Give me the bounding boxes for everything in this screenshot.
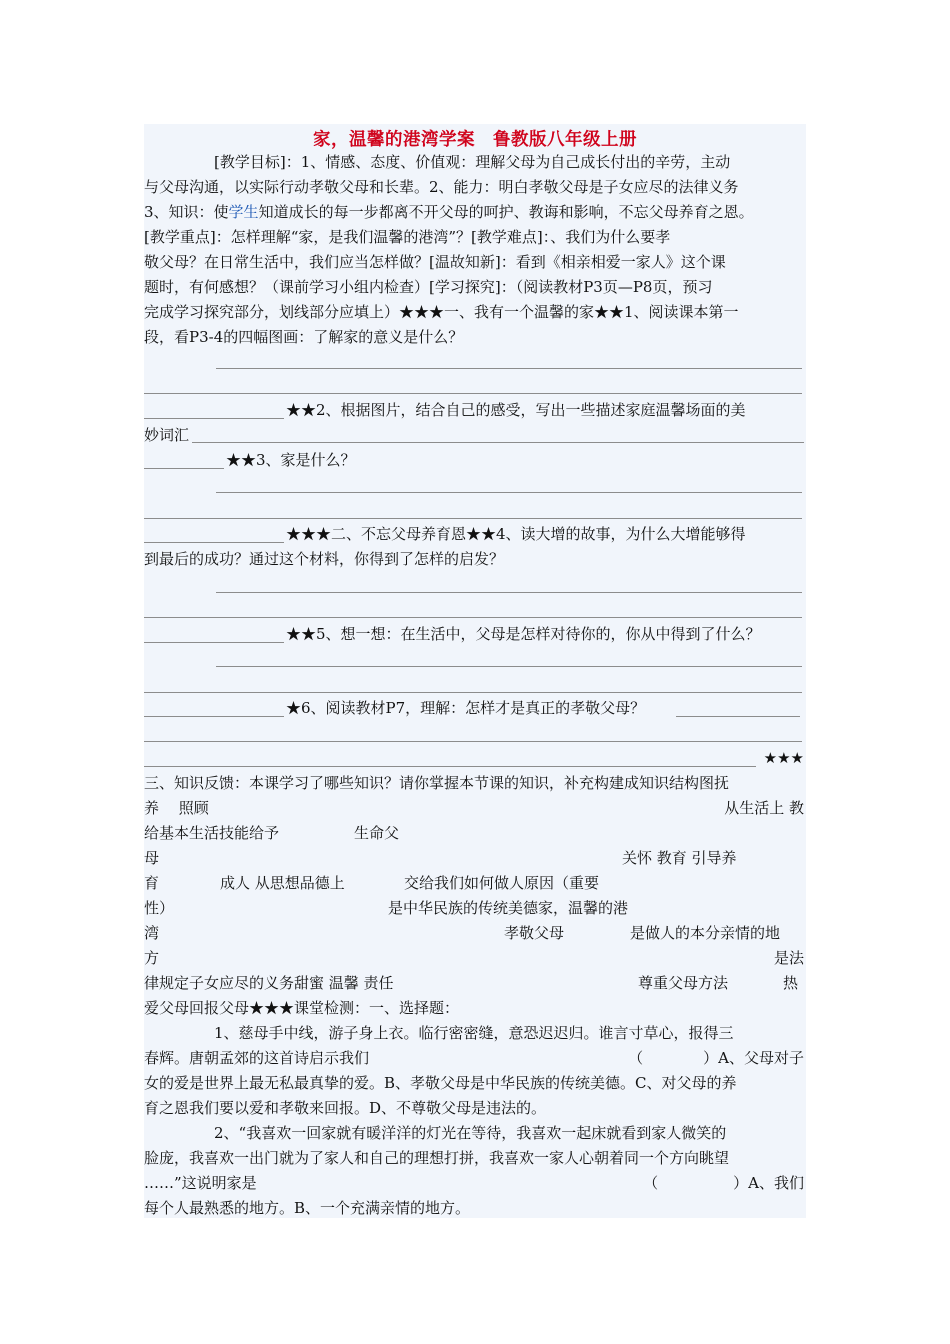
feedback-line-3b: 生命父 <box>354 824 400 842</box>
test-1-line-a: 1、慈母手中线，游子身上衣。临行密密缝，意恐迟迟归。谁言寸草心，报得三 <box>214 1024 734 1042</box>
question-4b: 到最后的成功？通过这个材料，你得到了怎样的启发？ <box>144 550 505 568</box>
answer-line[interactable] <box>216 666 802 667</box>
answer-line[interactable] <box>216 592 802 593</box>
test-1-line-d: 育之恩我们要以爱和孝敬来回报。D、不尊敬父母是违法的。 <box>144 1099 547 1117</box>
answer-line[interactable] <box>144 393 802 394</box>
answer-line[interactable] <box>676 716 800 717</box>
answer-line[interactable] <box>144 741 802 742</box>
intro-line-5: 敬父母？在日常生活中，我们应当怎样做？[温故知新]：看到《相亲相爱一家人》这个课 <box>144 253 726 271</box>
answer-line[interactable] <box>144 418 284 419</box>
feedback-line-7b: 孝敬父母 <box>504 924 565 942</box>
test-2-line-b: 脸庞，我喜欢一出门就为了家人和自己的理想打拼，我喜欢一家人心朝着同一个方向眺望 <box>144 1149 730 1167</box>
test-2-answer-blank[interactable]: （ ）A、我们 <box>643 1174 804 1192</box>
answer-line[interactable] <box>144 468 224 469</box>
intro-line-2: 与父母沟通，以实际行动孝敬父母和长辈。2、能力：明白孝敬父母是子女应尽的法律义务 <box>144 178 739 196</box>
answer-line[interactable] <box>144 692 802 693</box>
worksheet-page <box>144 124 806 1218</box>
feedback-line-6b: 是中华民族的传统美德家，温馨的港 <box>388 899 629 917</box>
feedback-line-2b: 从生活上 教 <box>724 799 804 817</box>
answer-line[interactable] <box>144 642 284 643</box>
question-6: ★6、阅读教材P7，理解：怎样才是真正的孝敬父母？ <box>286 699 646 717</box>
feedback-line-8b: 是法 <box>773 949 804 967</box>
answer-line[interactable] <box>144 518 802 519</box>
answer-line[interactable] <box>144 617 802 618</box>
intro-line-4: [教学重点]：怎样理解“家，是我们温馨的港湾”？[教学难点]：、我们为什么要孝 <box>144 228 671 246</box>
test-1-line-b: 春辉。唐朝孟郊的这首诗启示我们 <box>144 1049 370 1067</box>
intro-line-3b: 知道成长的每一步都离不开父母的呵护、教诲和影响，不忘父母养育之恩。 <box>258 203 754 221</box>
intro-line-8: 段，看P3-4的四幅图画：了解家的意义是什么？ <box>144 328 464 346</box>
feedback-line-7a: 湾 <box>144 924 160 942</box>
student-link[interactable]: 学生 <box>228 203 259 221</box>
answer-line[interactable] <box>144 542 284 543</box>
question-5: ★★5、想一想：在生活中，父母是怎样对待你的，你从中得到了什么？ <box>286 625 761 643</box>
feedback-line-10: 爱父母回报父母★★★课堂检测：一、选择题： <box>144 999 460 1017</box>
test-2-line-d: 每个人最熟悉的地方。B、一个充满亲情的地方。 <box>144 1199 471 1217</box>
intro-line-7: 完成学习探究部分，划线部分应填上）★★★一、我有一个温馨的家★★1、阅读课本第一 <box>144 303 739 321</box>
intro-line-6: 题时，有何感想？（课前学习小组内检查）[学习探究]：（阅读教材P3页—P8页，预习 <box>144 278 713 296</box>
question-2b: 妙词汇 <box>144 426 190 444</box>
answer-line[interactable] <box>216 368 802 369</box>
intro-line-3 <box>144 200 754 224</box>
feedback-line-9b: 尊重父母方法 <box>638 974 729 992</box>
question-2a: ★★2、根据图片，结合自己的感受，写出一些描述家庭温馨场面的美 <box>286 401 746 419</box>
feedback-line-5a: 育 <box>144 874 160 892</box>
intro-line-1: [教学目标]：1、情感、态度、价值观：理解父母为自己成长付出的辛劳，主动 <box>214 153 731 171</box>
question-3: ★★3、家是什么？ <box>226 451 356 469</box>
feedback-line-6a: 性） <box>144 899 175 917</box>
test-1-line-c: 女的爱是世界上最无私最真挚的爱。B、孝敬父母是中华民族的传统美德。C、对父母的养 <box>144 1074 737 1092</box>
feedback-line-9c: 热 <box>782 974 798 992</box>
test-2-line-a: 2、“我喜欢一回家就有暖洋洋的灯光在等待，我喜欢一起床就看到家人微笑的 <box>214 1124 727 1142</box>
feedback-line-5b: 成人 从思想品德上 <box>220 874 345 892</box>
answer-line[interactable] <box>144 716 284 717</box>
answer-line[interactable] <box>144 766 756 767</box>
feedback-line-5c: 交给我们如何做人原因（重要 <box>404 874 600 892</box>
test-1-answer-blank[interactable]: （ ）A、父母对子 <box>628 1049 804 1067</box>
feedback-line-8a: 方 <box>144 949 160 967</box>
page-title: 家，温馨的港湾学案 鲁教版八年级上册 <box>313 130 637 150</box>
feedback-line-4b: 关怀 教育 引导养 <box>622 849 737 867</box>
feedback-line-2a: 养 照顾 <box>144 799 209 817</box>
test-2-line-c: ……”这说明家是 <box>144 1174 257 1192</box>
feedback-line-4a: 母 <box>144 849 160 867</box>
intro-line-3a: 3、知识：使 <box>144 203 229 221</box>
feedback-line-3a: 给基本生活技能给予 <box>144 824 280 842</box>
answer-line[interactable] <box>216 492 802 493</box>
answer-line[interactable] <box>192 442 804 443</box>
stars-mark: ★★★ <box>763 749 804 767</box>
feedback-line-9a: 律规定子女应尽的义务甜蜜 温馨 责任 <box>144 974 394 992</box>
question-4a: ★★★二、不忘父母养育恩★★4、读大增的故事，为什么大增能够得 <box>286 525 746 543</box>
feedback-line-1: 三、知识反馈：本课学习了哪些知识？请你掌握本节课的知识，补充构建成知识结构图抚 <box>144 774 730 792</box>
feedback-line-7c: 是做人的本分亲情的地 <box>630 924 781 942</box>
